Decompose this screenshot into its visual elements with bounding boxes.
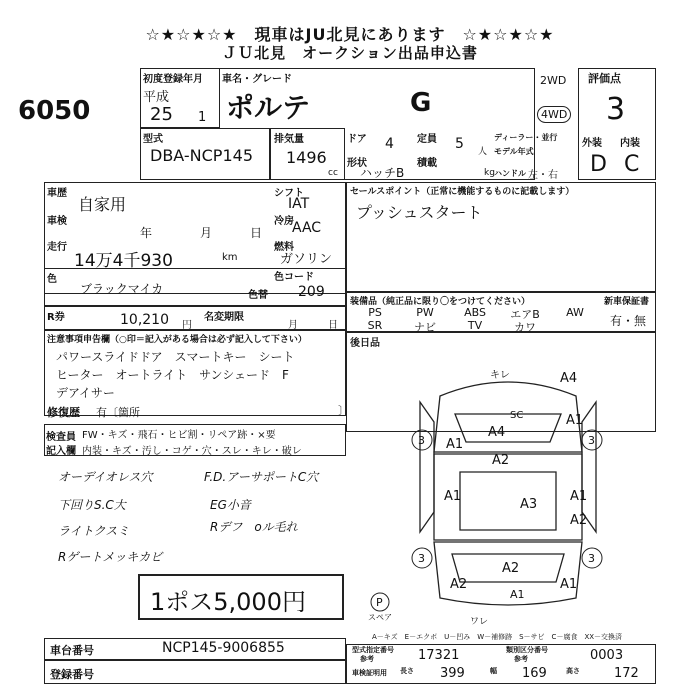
note-left4: Rゲートメッキカビ — [58, 550, 163, 564]
fuel: ガソリン — [280, 252, 333, 267]
grade: G — [410, 88, 432, 118]
chassis-label: 車台番号 — [50, 644, 94, 657]
equipment-item: ABS — [464, 306, 486, 319]
mileage-label: 走行 — [47, 242, 67, 253]
notes-line3: デアイサー — [56, 386, 115, 400]
equipment-item: ナビ — [414, 321, 436, 334]
mark-3-left-front: 3 — [418, 434, 425, 447]
note-right1: F.D.アーサポートC穴 — [204, 470, 319, 484]
drive-2wd: 2WD — [540, 74, 567, 87]
mark-a4-hood: A4 — [488, 425, 506, 440]
mark-a1-right-door: A1 — [570, 489, 588, 504]
rating-score: 3 — [606, 92, 626, 127]
rating-label: 評価点 — [588, 72, 621, 85]
equipment-item: カワ — [514, 321, 536, 334]
inspection-label: 車検 — [47, 216, 67, 227]
class-no: 0003 — [590, 648, 624, 663]
shape-label: 形状 — [347, 158, 367, 169]
ac-label: 冷房 — [274, 216, 294, 227]
note-left3: ライトクスミ — [58, 524, 130, 538]
exterior-score: D — [590, 152, 607, 177]
doors: 4 — [385, 136, 394, 152]
handle-label: ハンドル — [494, 169, 526, 178]
doors-label: ドア — [347, 134, 367, 145]
mark-3-left-rear: 3 — [418, 552, 425, 565]
name-change-label: 名変期限 — [204, 312, 244, 323]
model-year-label: モデル年式 — [494, 147, 534, 156]
mark-ware: ワレ — [470, 617, 489, 627]
mark-a1-right-rear: A1 — [560, 577, 578, 592]
history: 自家用 — [78, 195, 127, 214]
model: DBA-NCP145 — [150, 146, 253, 165]
recycle: 10,210 — [120, 312, 169, 328]
warranty-value: 有・無 — [610, 314, 647, 328]
model-label: 型式 — [143, 134, 163, 145]
notes-label: 注意事項申告欄（○印＝記入がある場合は必ず記入して下さい） — [47, 335, 307, 345]
fuel-label: 燃料 — [274, 242, 294, 253]
height: 172 — [614, 666, 639, 681]
length: 399 — [440, 666, 465, 681]
repair: 有〔箇所 — [96, 406, 140, 419]
lot-number: 6050 — [18, 96, 91, 126]
color-code-label: 色コード — [274, 272, 314, 283]
diagram-legend: A－キズ E－エクボ U－凹み W－補修跡 S－サビ C－腐食 XX－交換済 — [372, 633, 623, 641]
equipment-item: PW — [416, 306, 434, 319]
chassis: NCP145-9006855 — [162, 640, 285, 656]
header-title: ☆★☆★☆★ 現車はJU北見にあります ☆★☆★☆★ — [145, 25, 555, 44]
interior-label: 内装 — [620, 138, 640, 149]
mark-a1-left-door: A1 — [444, 489, 462, 504]
shape: ハッチB — [360, 166, 405, 180]
model-ref: 17321 — [418, 648, 460, 663]
repair-label: 修復歴 — [47, 406, 80, 419]
damage-diagram — [360, 362, 656, 632]
load-label: 積載 — [417, 158, 437, 169]
mark-a1-left-front: A1 — [446, 437, 464, 452]
ac: AAC — [292, 220, 322, 236]
equipment-label: 装備品（純正品に限り〇をつけてください） — [350, 297, 531, 307]
color: ブラックマイカ — [80, 282, 164, 296]
equipment-item: TV — [467, 319, 483, 332]
mark-a1-right-front: A1 — [566, 413, 584, 428]
sales-point-text: プッシュスタート — [356, 203, 483, 222]
color-label: 色 — [47, 274, 57, 285]
sales-point-box — [346, 182, 656, 292]
mark-a2-right-rear: A2 — [570, 513, 588, 528]
dealer-label: ディーラー・並行 — [494, 133, 558, 142]
mark-a4-top: A4 — [560, 371, 578, 386]
mark-3-right-rear: 3 — [588, 552, 595, 565]
displacement-label: 排気量 — [274, 134, 304, 145]
mark-a2-left-rear: A2 — [450, 577, 468, 592]
note-left2: 下回りS.C大 — [58, 498, 126, 512]
reg-year: 25 — [150, 104, 173, 125]
capacity: 5 — [455, 136, 464, 152]
capacity-label: 定員 — [417, 134, 437, 145]
mark-a2-rear: A2 — [502, 561, 520, 576]
shift: IAT — [288, 196, 310, 212]
name-label: 車名・グレード — [222, 74, 292, 85]
notes-line1: パワースライドドア スマートキー シート — [56, 350, 295, 364]
warranty-label: 新車保証書 — [604, 297, 650, 307]
era: 平成 — [143, 90, 170, 105]
color-code: 209 — [298, 284, 325, 300]
width: 169 — [522, 666, 547, 681]
mark-a3-roof: A3 — [520, 497, 538, 512]
recycle-label: R券 — [47, 312, 65, 323]
equipment-item: SR — [367, 319, 383, 332]
displacement: 1496 — [286, 148, 327, 167]
cc-unit: cc — [328, 168, 338, 178]
note-right3: Rデフ oル毛れ — [210, 520, 298, 534]
reg-month: 1 — [198, 110, 207, 125]
equipment-item: PS — [368, 306, 382, 319]
equipment-item: エアB — [510, 308, 540, 321]
mileage: 14万4千930 — [74, 251, 173, 271]
equipment-item: AW — [566, 306, 584, 319]
car-name: ポルテ — [226, 91, 311, 124]
mark-a1-bumper: A1 — [510, 588, 525, 601]
price: 1ポス5,000円 — [150, 588, 306, 616]
exterior-label: 外装 — [582, 138, 602, 149]
note-left1: オーデイオレス穴 — [58, 470, 153, 484]
spare-label: スペア — [368, 613, 392, 622]
equipment-grid — [350, 306, 600, 332]
spare-mark: P — [376, 596, 383, 609]
mark-sc: SC — [510, 410, 524, 421]
inspection-row1: FW・キズ・飛石・ヒビ割・リペア跡・×要 — [82, 430, 276, 441]
first-reg-label: 初度登録年月 — [143, 74, 203, 85]
history-label: 車歴 — [47, 188, 67, 199]
header-subtitle: ＪＵ北見 オークション出品申込書 — [222, 44, 478, 62]
mark-kire: キレ — [490, 370, 510, 381]
color-change-label: 色替 — [248, 290, 268, 301]
shift-label: シフト — [274, 188, 304, 199]
notes-line2: ヒーター オートライト サンシェード F — [56, 368, 289, 382]
inspection-row2: 内装・キズ・汚し・コゲ・穴・スレ・キレ・破レ — [82, 446, 302, 457]
note-right2: EG小音 — [210, 498, 251, 512]
plate-label: 登録番号 — [50, 668, 94, 681]
handle: 左・右 — [528, 170, 558, 181]
mark-a2-windshield: A2 — [492, 453, 510, 468]
sales-point-label: セールスポイント（正常に機能するものに記載します） — [350, 187, 575, 197]
mark-3-right-front: 3 — [588, 434, 595, 447]
drive-4wd: 4WD — [537, 106, 571, 123]
interior-score: C — [624, 152, 640, 177]
post-install-label: 後日品 — [350, 338, 380, 349]
